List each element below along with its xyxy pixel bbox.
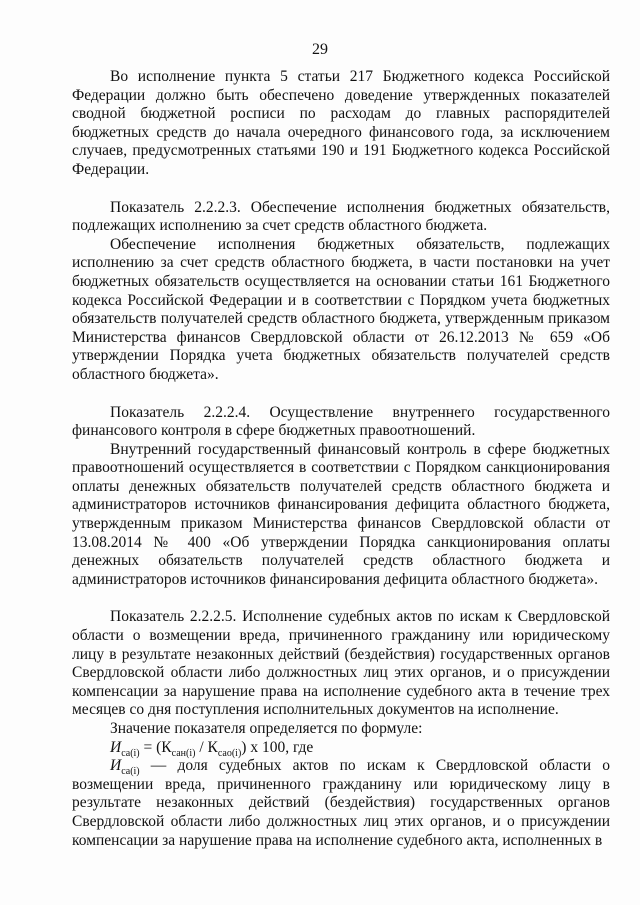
indicator-2-2-2-5-heading: Показатель 2.2.2.5. Исполнение судебных актов по искам к Свердловской области о возмещении вреда, причиненного гражданину или юридическому лицу в результате незаконных действий (бездействия) государственных органов Свердловской области либо должностных лиц этих органов, и о присуждении компенсации за нарушение права на исполнение судебного акта в течение трех месяцев со дня поступления исполнительных документов на исполнение. [72,608,610,719]
formula-numerator: К [161,738,172,756]
formula-intro: Значение показателя определяется по формуле: [110,720,423,737]
formula-denominator: К [207,738,218,756]
formula-numerator-subscript: сан(i) [171,747,196,759]
definition-symbol-subscript: са(i) [121,766,140,778]
formula-slash: / [195,738,208,756]
formula-lhs: И [110,738,122,756]
indicator-2-2-2-3-heading: Показатель 2.2.2.3. Обеспечение исполнения бюджетных обязательств, подлежащих исполнению за счет средств областного бюджета. [72,198,610,235]
formula-tail: ) х 100, где [241,738,314,756]
paragraph-financial-control: Внутренний государственный финансовый контроль в сфере бюджетных правоотношений осуществляется в соответствии с Порядком санкционирования оплаты денежных обязательств получателей средств областного бюджета и администраторов источников финансирования дефицита областного бюджета, утвержденным приказом Министерства финансов Свердловской области от 13.08.2014 № 400 «Об утверждении Порядка санкционирования оплаты денежных обязательств получателей средств областного бюджета и администраторов источников финансирования дефицита областного бюджета». [72,440,610,588]
indicator-2-2-2-4-heading: Показатель 2.2.2.4. Осуществление внутреннего государственного финансового контроля в сфере бюджетных правоотношений. [72,403,610,440]
body-text [72,68,610,850]
formula-lhs-subscript: са(i) [121,747,140,759]
definition-text: — доля судебных актов по искам к Свердловской области о возмещении вреда, причиненного гражданину или юридическому лицу в результате незаконных действий (бездействия) государственных органов Свердловской области либо должностных лиц этих органов, и о присуждении компенсации за нарушение права на исполнение судебного акта, исполненных в [72,757,610,849]
page-number: 29 [312,41,328,58]
formula-denominator-subscript: сао(i) [217,747,242,759]
formula-equals: = ( [139,738,162,756]
paragraph-budget-obligations: Обеспечение исполнения бюджетных обязательств, подлежащих исполнению за счет средств областного бюджета, в части постановки на учет бюджетных обязательств осуществляется на основании статьи 161 Бюджетного кодекса Российской Федерации и в соответствии с Порядком учета бюджетных обязательств получателей средств областного бюджета, утвержденным приказом Министерства финансов Свердловской области от 26.12.2013 № 659 «Об утверждении Порядка учета бюджетных обязательств получателей средств областного бюджета». [72,235,610,383]
definition-symbol: И [110,757,122,775]
formula-definition [72,757,610,850]
formula [72,739,610,758]
paragraph-budget-schedule: Во исполнение пункта 5 статьи 217 Бюджетного кодекса Российской Федерации должно быть обеспечено доведение утвержденных показателей сводной бюджетной росписи по расходам до главных распорядителей бюджетных средств до начала очередного финансового года, за исключением случаев, предусмотренных статьями 190 и 191 Бюджетного кодекса Российской Федерации. [72,68,610,178]
